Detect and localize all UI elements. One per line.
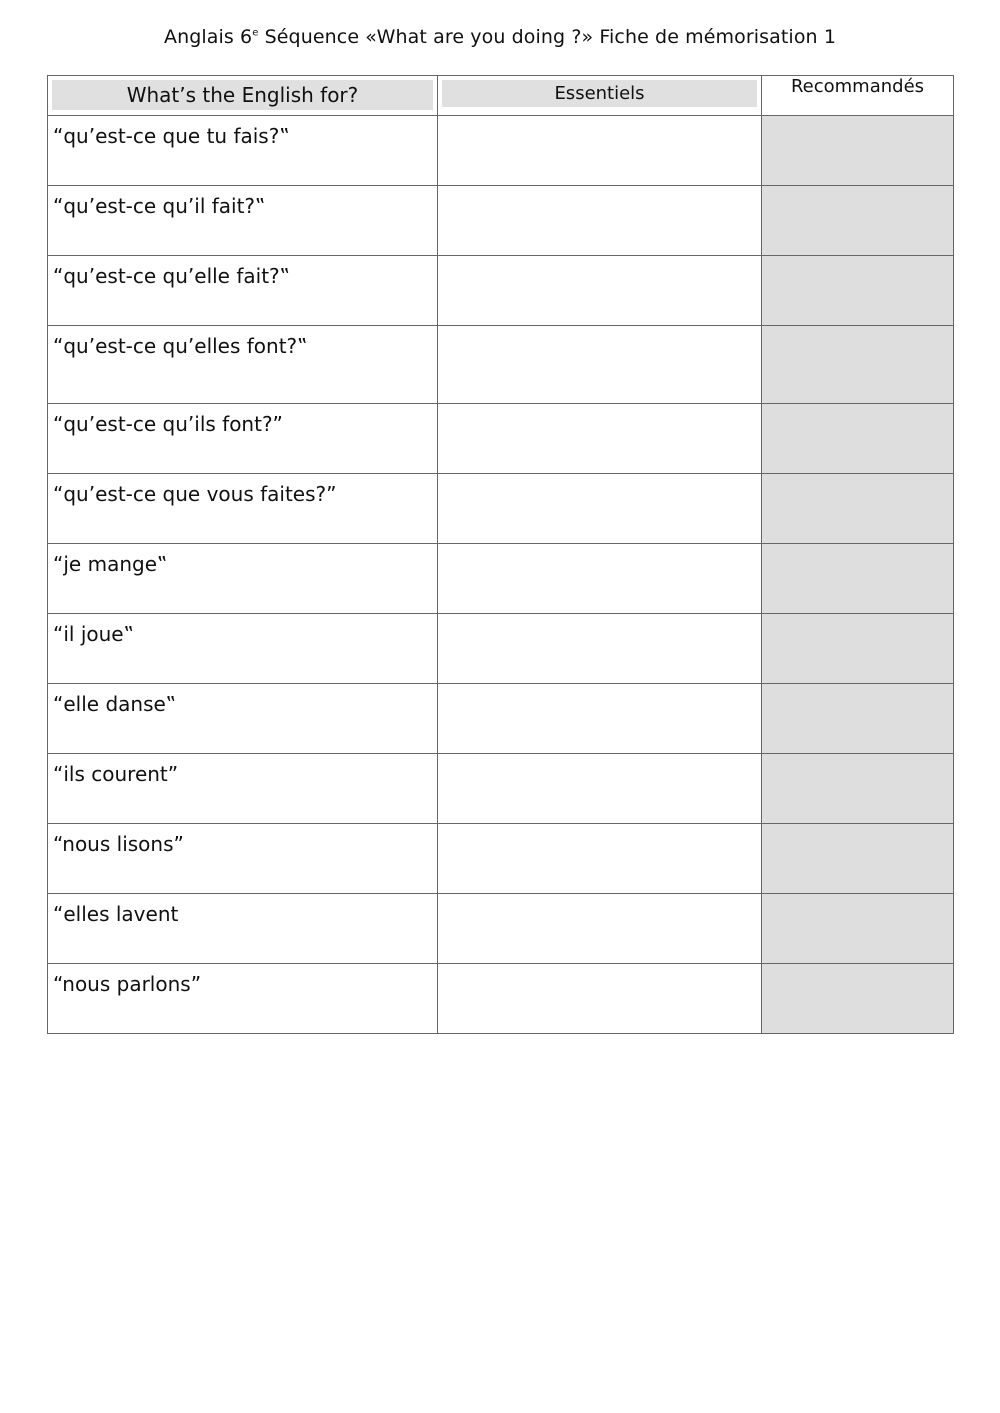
essentiels-answer-cell[interactable] — [438, 544, 762, 614]
recommandes-answer-cell[interactable] — [762, 186, 954, 256]
table-row — [48, 474, 954, 544]
recommandes-answer-cell[interactable] — [762, 116, 954, 186]
french-prompt-cell: “qu’est-ce qu’elle fait?‟ — [48, 256, 438, 326]
essentiels-answer-cell[interactable] — [438, 404, 762, 474]
essentiels-answer-cell[interactable] — [438, 116, 762, 186]
french-prompt-cell: “elles lavent — [48, 894, 438, 964]
header-essentiels — [438, 76, 762, 116]
essentiels-answer-cell[interactable] — [438, 474, 762, 544]
page-title — [0, 26, 1000, 48]
header-english — [48, 76, 438, 116]
recommandes-answer-cell[interactable] — [762, 684, 954, 754]
table-row — [48, 116, 954, 186]
header-english-label: What’s the English for? — [52, 80, 433, 110]
recommandes-answer-cell[interactable] — [762, 544, 954, 614]
title-prefix: Anglais 6 — [163, 26, 253, 48]
french-prompt-cell: “elle danse‟ — [48, 684, 438, 754]
title-rest: Séquence «What are you doing ?» Fiche de mémorisation 1 — [258, 26, 837, 48]
essentiels-answer-cell[interactable] — [438, 894, 762, 964]
french-prompt-cell: “qu’est-ce que tu fais?‟ — [48, 116, 438, 186]
french-prompt-cell: “nous lisons” — [48, 824, 438, 894]
essentiels-answer-cell[interactable] — [438, 824, 762, 894]
french-prompt-cell: “il joue‟ — [48, 614, 438, 684]
essentiels-answer-cell[interactable] — [438, 754, 762, 824]
table-row — [48, 824, 954, 894]
recommandes-answer-cell[interactable] — [762, 256, 954, 326]
essentiels-answer-cell[interactable] — [438, 614, 762, 684]
french-prompt-cell: “qu’est-ce qu’il fait?‟ — [48, 186, 438, 256]
table-row — [48, 256, 954, 326]
essentiels-answer-cell[interactable] — [438, 326, 762, 404]
essentiels-answer-cell[interactable] — [438, 186, 762, 256]
header-essentiels-label: Essentiels — [442, 80, 757, 107]
title-superscript: e — [252, 27, 259, 39]
recommandes-answer-cell[interactable] — [762, 474, 954, 544]
essentiels-answer-cell[interactable] — [438, 684, 762, 754]
recommandes-answer-cell[interactable] — [762, 326, 954, 404]
header-row — [48, 76, 954, 116]
recommandes-answer-cell[interactable] — [762, 754, 954, 824]
french-prompt-cell: “qu’est-ce qu’ils font?” — [48, 404, 438, 474]
table-row — [48, 894, 954, 964]
memorisation-table — [47, 75, 954, 1034]
essentiels-answer-cell[interactable] — [438, 964, 762, 1034]
recommandes-answer-cell[interactable] — [762, 404, 954, 474]
table-row — [48, 684, 954, 754]
table-row — [48, 404, 954, 474]
french-prompt-cell: “nous parlons” — [48, 964, 438, 1034]
table-row — [48, 544, 954, 614]
french-prompt-cell: “qu’est-ce qu’elles font?‟ — [48, 326, 438, 404]
recommandes-answer-cell[interactable] — [762, 614, 954, 684]
recommandes-answer-cell[interactable] — [762, 824, 954, 894]
header-recommandes: Recommandés — [762, 76, 954, 116]
french-prompt-cell: “je mange‟ — [48, 544, 438, 614]
table-row — [48, 614, 954, 684]
table-row — [48, 186, 954, 256]
table-row — [48, 964, 954, 1034]
french-prompt-cell: “qu’est-ce que vous faites?” — [48, 474, 438, 544]
table-row — [48, 326, 954, 404]
recommandes-answer-cell[interactable] — [762, 964, 954, 1034]
table-row — [48, 754, 954, 824]
french-prompt-cell: “ils courent” — [48, 754, 438, 824]
essentiels-answer-cell[interactable] — [438, 256, 762, 326]
recommandes-answer-cell[interactable] — [762, 894, 954, 964]
